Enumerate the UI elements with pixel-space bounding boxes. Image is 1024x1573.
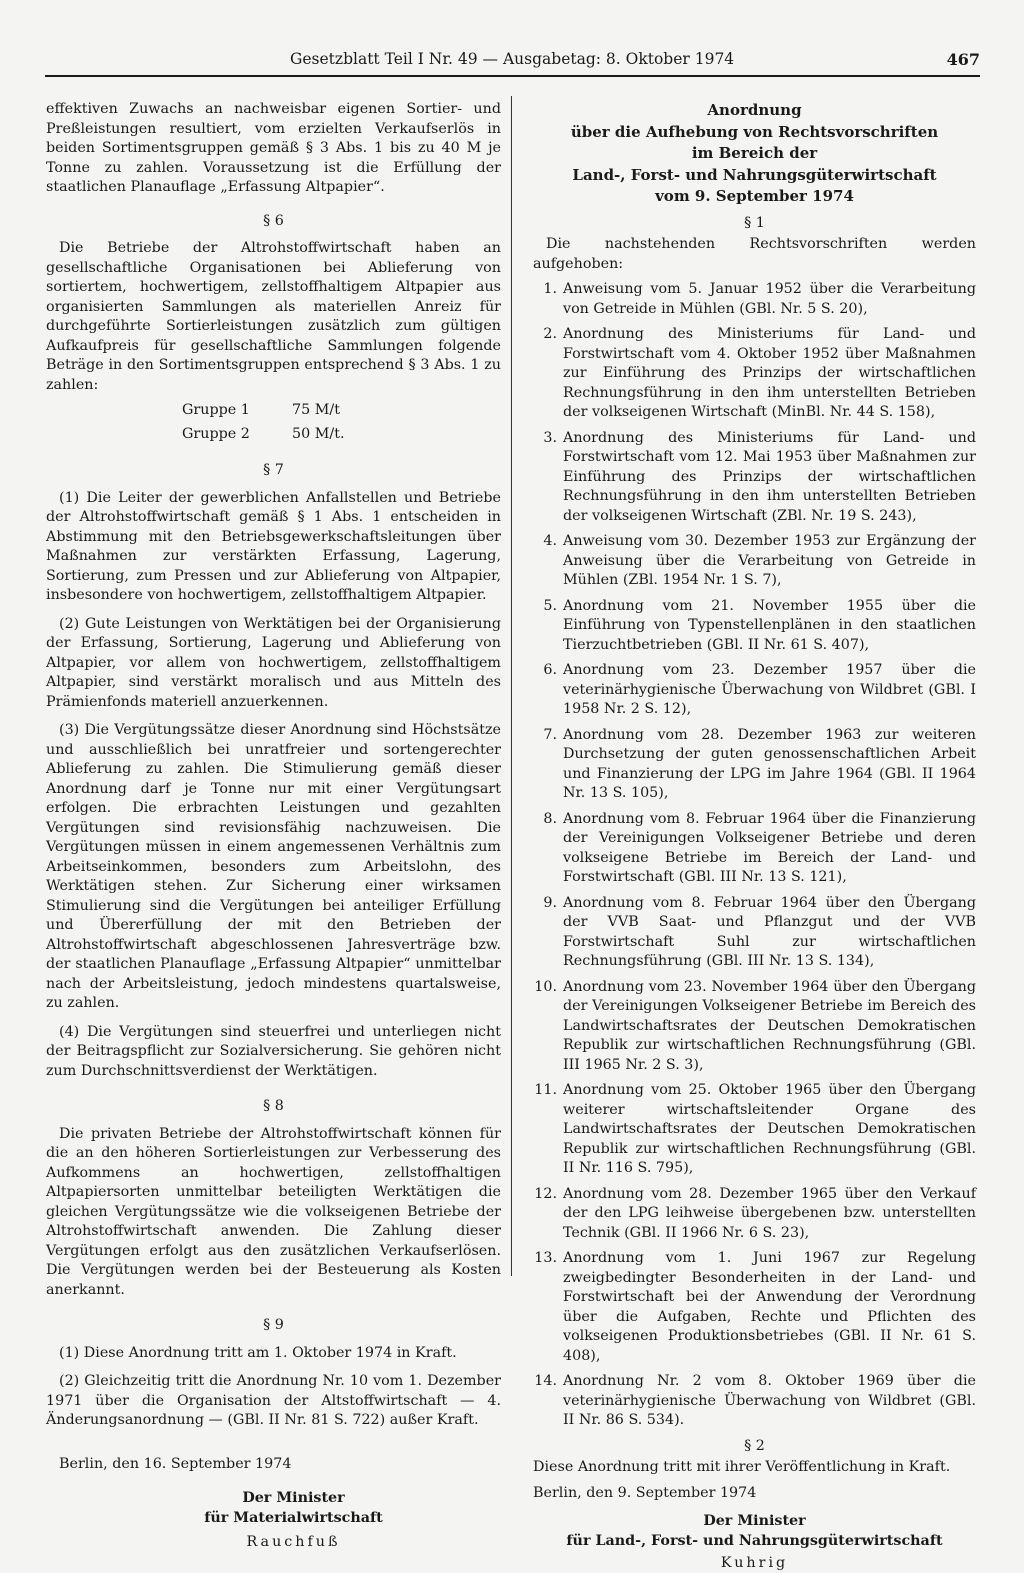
place-date: Berlin, den 9. September 1974 [533,1484,757,1501]
section-6-heading: § 6 [263,212,284,229]
signature-ministry: für Land-, Forst- und Nahrungsgüterwirtschaft [566,1533,943,1549]
item-number: 8. [543,810,557,827]
item-text: Anweisung vom 30. Dezember 1953 zur Ergänzung der Anweisung über die Verarbeitung von Getreide in Mühlen (ZBl. 1954 Nr. 1 S. 7), [563,533,976,588]
section-7-para-3: (3) Die Vergütungssätze dieser Anordnung sind Höchstsätze und ausschließlich bei unratfreier und sortengerechter Ablieferung zu zahlen. Die Stimulierung gemäß dieser Anordnung darf je Tonne nur mit einer Vergütungsart erfolgen. Die erbrachten Leistungen und gezahlten Vergütungen sind revisionsfähig nachzuweisen. Die Vergütungen müssen in einem angemessenen Verhältnis zum Arbeitseinkommen, besonders zum Arbeitslohn, des Werktätigen stehen. Zur Sicherung einer wirksamen Stimulierung sind die Vergütungen bei anteiliger Erfüllung und Übererfüllung der mit den Betrieben der Altrohstoffwirtschaft abgeschlossenen Jahresverträge bzw. der staatlichen Planauflage „Erfassung Altpapier“ unmittelbar nach der Arbeitsleistung, jedoch mindestens quartalsweise, zu zahlen. [46,722,501,1011]
section-2-text: Diese Anordnung tritt mit ihrer Veröffentlichung in Kraft. [533,1459,951,1475]
signature-title: Der Minister [242,1490,345,1506]
section-8-heading: § 8 [263,1098,284,1114]
item-text: Anordnung vom 23. Dezember 1957 über die veterinärhygienische Überwachung von Wildbret (GBl. I 1958 Nr. 2 S. 12), [563,662,976,717]
item-text: Anweisung vom 5. Januar 1952 über die Verarbeitung von Getreide in Mühlen (GBl. Nr. 5 S. 20), [563,281,976,317]
repealed-list [533,280,976,1431]
item-text: Anordnung vom 28. Dezember 1965 über den Verkauf der den LPG leihweise übergebenen bzw. unterstellten Technik (GBl. II 1966 Nr. 6 S. 23), [563,1185,976,1241]
title-line: über die Aufhebung von Rechtsvorschriften [570,122,939,141]
item-number: 10. [534,978,557,995]
title-line: im Bereich der [691,144,818,162]
item-number: 9. [543,894,557,911]
list-item [533,1249,976,1366]
section-7-para-4: (4) Die Vergütungen sind steuerfrei und unterliegen nicht der Beitragspflicht zur Sozialversicherung. Sie gehören nicht zum Durchschnittsverdienst der Werktätigen. [46,1023,501,1079]
list-item [533,429,976,527]
item-number: 5. [543,597,557,614]
item-text: Anordnung Nr. 2 vom 8. Oktober 1969 über die veterinärhygienische Überwachung von Wildbret (GBl. II Nr. 86 S. 534). [563,1373,976,1428]
place-date: Berlin, den 16. September 1974 [59,1455,292,1472]
item-text: Anordnung vom 1. Juni 1967 zur Regelung zweigbedingter Besonderheiten in der Land- und Forstwirtschaft bei der Anwendung der Verordnung über die Aufgaben, Rechte und Pflichten des volkseigenen Produktionsbetriebes (GBl. II Nr. 61 S. 408), [563,1250,976,1364]
column-divider [511,96,512,1276]
left-column [46,100,501,1552]
section-7-heading: § 7 [263,462,284,478]
intro-paragraph: effektiven Zuwachs an nachweisbar eigenen Sortier- und Preßleistungen resultiert, vom erzielten Verkaufserlös in beiden Sortimentsgruppen gemäß § 3 Abs. 1 bis zu 40 M je Tonne zu zahlen. Voraussetzung ist die Erfüllung der staatlichen Planauflage „Erfassung Altpapier“. [46,101,501,195]
list-item [533,661,976,720]
item-number: 7. [543,726,557,743]
item-text: Anordnung vom 21. November 1955 über die Einführung von Typenstellenplänen in den staatlichen Tierzuchtbetrieben (GBl. II Nr. 61 S. 407), [563,597,976,653]
list-item [533,726,976,804]
list-item [533,1185,976,1244]
list-item [533,1372,976,1431]
group-row [182,399,501,423]
section-9-para-2: (2) Gleichzeitig tritt die Anordnung Nr. 10 vom 1. Dezember 1971 über die Organisation der Altstoffwirtschaft — 4. Änderungsanordnung — (GBl. II Nr. 81 S. 722) außer Kraft. [46,1373,501,1428]
header-title: Gesetzblatt Teil I Nr. 49 — Ausgabetag: 8. Oktober 1974 [290,50,735,68]
signature-name: Kuhrig [720,1555,789,1571]
page-number: 467 [946,50,980,69]
group-value: 50 M/t. [292,426,345,443]
list-item [533,978,976,1076]
section-6-text: Die Betriebe der Altrohstoffwirtschaft haben an gesellschaftliche Organisationen bei Ablieferung von sortiertem, hochwertigem, zellstoffhaltigem Altpapier aus organisierten Sammlungen als materiellen Anreiz für durchgeführte Sortierleistungen zusätzlich zum gültigen Aufkaufpreis für gesellschaftliche Sammlungen folgende Beträge in den Sortimentsgruppen entsprechend § 3 Abs. 1 zu zahlen: [46,240,501,393]
item-text: Anordnung vom 8. Februar 1964 über den Übergang der VVB Saat- und Pflanzgut und der VVB Forstwirtschaft Suhl zur wirtschaftlichen Rechnungsführung (GBl. III Nr. 13 S. 134), [563,894,976,969]
list-item [533,597,976,656]
item-number: 11. [534,1082,557,1098]
signature-ministry: für Materialwirtschaft [204,1510,383,1526]
list-item [533,1081,976,1179]
ordinance-title [533,100,976,208]
signature-block [533,1511,976,1573]
item-text: Anordnung des Ministeriums für Land- und Forstwirtschaft vom 4. Oktober 1952 über Maßnahmen zur Einführung des Prinzips der wirtschaftlichen Rechnungsführung in den ihm unterstellten Betrieben der volkseigenen Wirtschaft (MinBl. Nr. 44 S. 158), [563,326,976,420]
group-row [182,423,501,447]
right-column [533,100,976,1573]
title-line: vom 9. September 1974 [655,187,854,205]
item-number: 12. [534,1185,557,1202]
item-text: Anordnung des Ministeriums für Land- und Forstwirtschaft vom 12. Mai 1953 über Maßnahmen zur Einführung des Prinzips der wirtschaftlichen Rechnungsführung in den ihm unterstellten Betrieben der volkseigenen Wirtschaft (ZBl. Nr. 19 S. 243), [563,429,976,524]
page-header [290,50,980,76]
item-number: 4. [543,533,557,549]
section-8-text: Die privaten Betriebe der Altrohstoffwirtschaft können für die an den höheren Sortierleistungen zur Verbesserung des Aufkommens an hochwertigen, zellstoffhaltigen Altpapiersorten unmittelbar beteiligten Werktätigen die gleichen Vergütungssätze wie die volkseigenen Betriebe der Altrohstoffwirtschaft anwenden. Die Zahlung dieser Vergütungen erfolgt aus den zusätzlichen Verkaufserlösen. Die Vergütungen werden bei der Besteuerung als Kosten anerkannt. [46,1125,501,1298]
item-text: Anordnung vom 23. November 1964 über den Übergang der Vereinigungen Volkseigener Betriebe im Bereich des Landwirtschaftsrates der Deutschen Demokratischen Republik zur wirtschaftlichen Rechnungsführung (GBl. III 1965 Nr. 2 S. 3), [563,978,976,1073]
section-7-para-2: (2) Gute Leistungen von Werktätigen bei der Organisierung der Erfassung, Sortierung, Lagerung und Ablieferung von Altpapier, vor allem von hochwertigem, zellstoffhaltigem Altpapier, sind verstärkt moralisch und aus Mitteln des Prämienfonds materiell anzuerkennen. [46,615,501,710]
list-item [533,325,976,423]
section-2-heading: § 2 [744,1437,765,1454]
section-7-para-1: (1) Die Leiter der gewerblichen Anfallstellen und Betriebe der Altrohstoffwirtschaft gemäß § 1 Abs. 1 entscheiden in Abstimmung mit den Betriebsgewerkschaftsleitungen über Maßnahmen zur verstärkten Erfassung, Lagerung, Sortierung, zum Pressen und zur Ablieferung von Altpapier, insbesondere von hochwertigem, zellstoffhaltigem Altpapier. [46,489,501,603]
section-1-intro: Die nachstehenden Rechtsvorschriften werden aufgehoben: [533,236,976,272]
group-label: Gruppe 1 [182,402,250,419]
list-item [533,280,976,319]
item-text: Anordnung vom 8. Februar 1964 über die Finanzierung der Vereinigungen Volkseigener Betriebe und deren volkseigene Betriebe im Bereich der Land- und Forstwirtschaft (GBl. III Nr. 13 S. 121), [563,810,976,885]
item-number: 3. [543,429,557,446]
item-number: 14. [534,1373,557,1389]
list-item [533,532,976,591]
group-label: Gruppe 2 [182,426,250,443]
signature-name: Rauchfuß [246,1534,341,1550]
list-item [533,810,976,888]
item-number: 1. [543,281,557,297]
signature-block [46,1488,501,1552]
list-item [533,894,976,972]
item-number: 2. [543,326,557,342]
item-text: Anordnung vom 25. Oktober 1965 über den Übergang weiterer wirtschaftsleitender Organe des Landwirtschaftsrates der Deutschen Demokratischen Republik zur wirtschaftlichen Rechnungsführung (GBl. II Nr. 116 S. 795), [563,1082,976,1176]
item-number: 13. [534,1250,557,1266]
section-9-para-1: (1) Diese Anordnung tritt am 1. Oktober 1974 in Kraft. [59,1344,457,1361]
group-table [46,399,501,447]
section-9-heading: § 9 [263,1317,284,1333]
title-line: Anordnung [707,101,802,119]
group-value: 75 M/t [292,402,340,419]
title-line: Land-, Forst- und Nahrungsgüterwirtschaft [572,165,937,184]
signature-title: Der Minister [703,1513,806,1529]
item-number: 6. [543,662,557,678]
header-rule [45,75,980,77]
section-1-heading: § 1 [744,214,765,231]
item-text: Anordnung vom 28. Dezember 1963 zur weiteren Durchsetzung der guten genossenschaftlichen Arbeit und Finanzierung der LPG im Jahre 1964 (GBl. II 1964 Nr. 13 S. 105), [563,726,976,801]
